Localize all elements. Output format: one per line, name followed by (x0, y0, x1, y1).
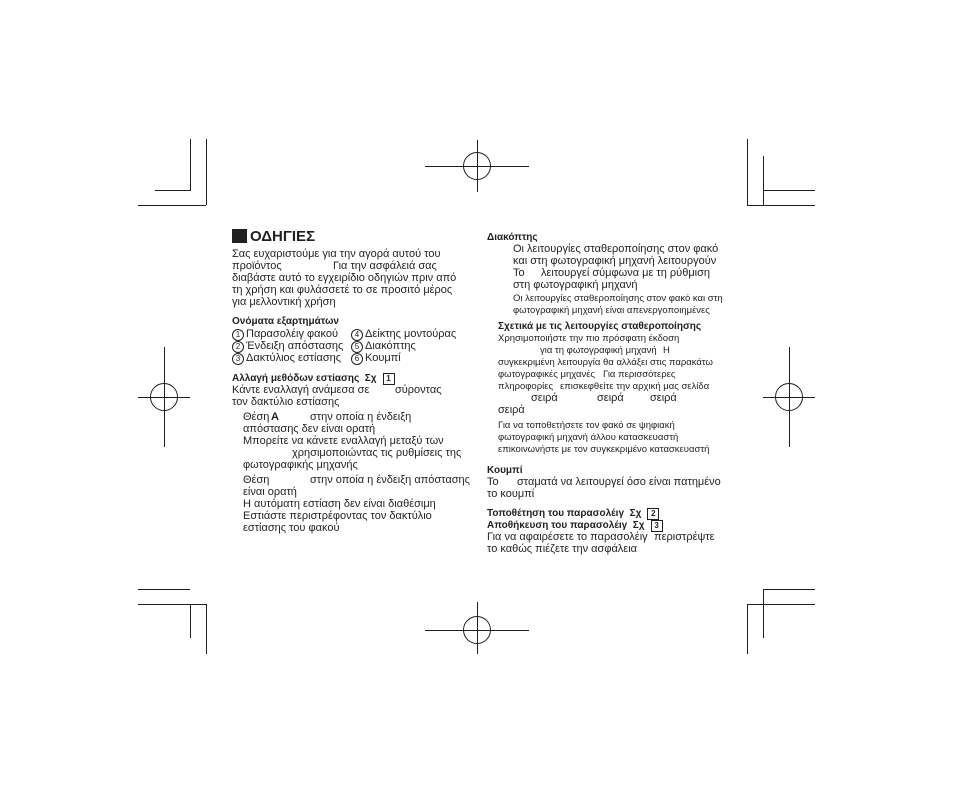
hood-store-heading: Αποθήκευση του παρασολέιγ Σχ 3 (487, 519, 663, 532)
list-item: 2 Ένδειξη απόστασης (232, 340, 343, 353)
list-item: 3 Δακτύλιος εστίασης (232, 352, 341, 365)
focus-heading: Αλλαγή μεθόδων εστίασης Σχ 1 (232, 372, 395, 385)
list-item: 5 Διακόπτης (351, 340, 416, 353)
list-item: 1 Παρασολέιγ φακού (232, 328, 338, 341)
page-title: ΟΔΗΓΙΕΣ (232, 228, 315, 246)
stabilization-heading: Σχετικά με τις λειτουργίες σταθεροποίησης (498, 321, 702, 332)
button-heading: Κουμπί (487, 465, 523, 476)
hood-attach-heading: Τοποθέτηση του παρασολέιγ Σχ 2 (487, 507, 659, 520)
switch-heading: Διακόπτης (487, 232, 538, 243)
parts-heading: Ονόματα εξαρτημάτων (232, 316, 339, 327)
black-square-icon (232, 229, 247, 243)
list-item: 6 Κουμπί (351, 352, 401, 365)
list-item: 4 Δείκτης μοντούρας (351, 328, 456, 341)
